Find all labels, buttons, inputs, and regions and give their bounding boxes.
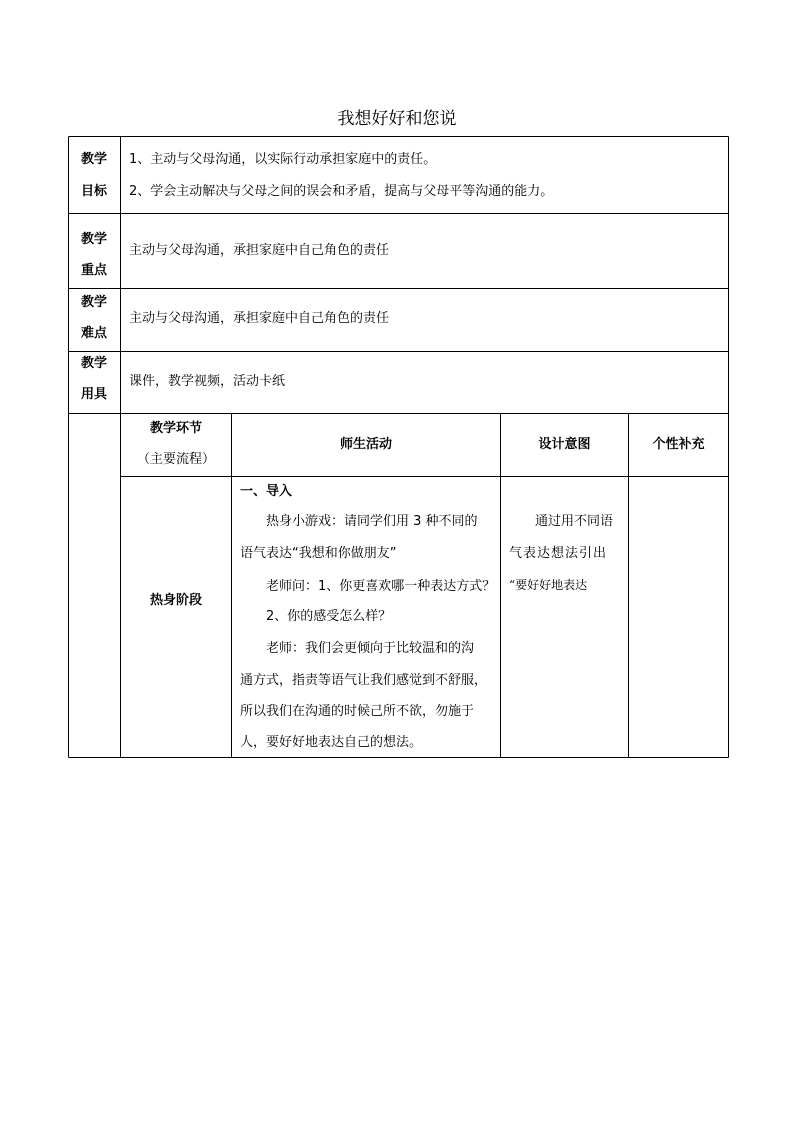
stage-warmup: 热身阶段 xyxy=(149,593,202,608)
document-title: 我想好好和您说 xyxy=(337,109,457,129)
activity-line-3: 语气表达“我想和你做朋友” xyxy=(240,546,397,561)
header-stage-line2: （主要流程） xyxy=(136,452,215,467)
intent-line-2: 气表达想法引出 xyxy=(509,546,608,561)
focus-content: 主动与父母沟通，承担家庭中自己角色的责任 xyxy=(129,243,390,258)
header-stage-line1: 教学环节 xyxy=(149,421,202,436)
activity-line-7: 通方式，指责等语气让我们感觉到不舒服， xyxy=(240,673,488,688)
tools-label-line1: 教学 xyxy=(80,356,107,371)
header-supplement: 个性补充 xyxy=(652,437,705,452)
goal-item-1: 1、主动与父母沟通，以实际行动承担家庭中的责任。 xyxy=(129,152,437,167)
tools-content: 课件，教学视频，活动卡纸 xyxy=(129,374,286,389)
activity-line-6: 老师：我们会更倾向于比较温和的沟 xyxy=(266,641,475,656)
activity-line-1: 一、导入 xyxy=(240,484,293,499)
activity-line-8: 所以我们在沟通的时候己所不欲，勿施于 xyxy=(240,704,475,719)
activity-line-2: 热身小游戏：请同学们用 3 种不同的 xyxy=(266,514,478,529)
tools-label-line2: 用具 xyxy=(80,387,107,402)
intent-line-3: “要好好地表达 xyxy=(509,578,588,592)
activity-line-9: 人，要好好地表达自己的想法。 xyxy=(240,735,423,750)
header-intent: 设计意图 xyxy=(538,437,591,452)
difficulty-label-line2: 难点 xyxy=(80,326,107,341)
focus-label-line1: 教学 xyxy=(80,232,107,247)
goal-item-2: 2、学会主动解决与父母之间的误会和矛盾，提高与父母平等沟通的能力。 xyxy=(129,184,554,199)
intent-line-1: 通过用不同语 xyxy=(535,514,614,529)
header-activity: 师生活动 xyxy=(339,437,392,452)
goals-label-line1: 教学 xyxy=(80,152,107,167)
activity-line-5: 2、你的感受怎么样？ xyxy=(266,609,392,624)
goals-label-line2: 目标 xyxy=(80,184,107,199)
activity-line-4: 老师问：1、你更喜欢哪一种表达方式？ xyxy=(266,579,496,594)
difficulty-label-line1: 教学 xyxy=(80,295,107,310)
difficulty-content: 主动与父母沟通，承担家庭中自己角色的责任 xyxy=(129,311,390,326)
focus-label-line2: 重点 xyxy=(80,263,107,278)
